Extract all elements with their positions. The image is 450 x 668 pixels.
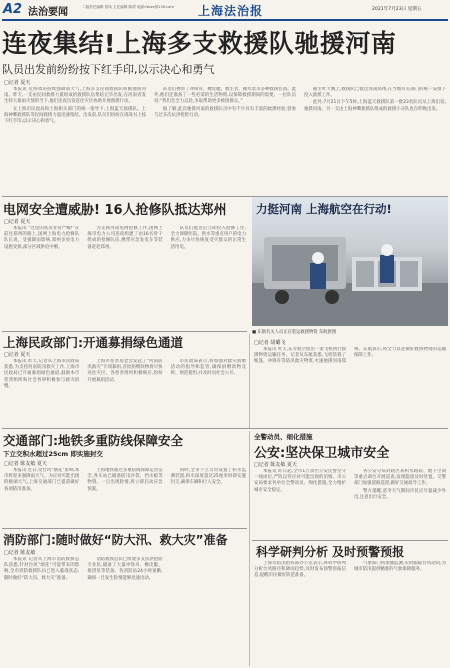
newspaper-logo: 上海法治报 <box>198 4 264 18</box>
section-divider <box>2 528 247 529</box>
civil-paragraph: 本报讯 昨天,记者从上海市民政局获悉,为支持河南防汛救灾工作,上海市民政局已开通募捐绿色通道,鼓励本市慈善组织和社会各界积极参与救灾捐赠。 <box>4 359 80 389</box>
section-divider <box>252 540 448 541</box>
security-paragraph: 各公安分局对辖区易积水路段、地下空间等重点部位开展巡查,发现隐患及时处置。交警部门加强道路巡逻,做好交通疏导工作。 <box>354 469 446 487</box>
security-body <box>254 469 446 539</box>
security-byline: □记者 陈友敏 夏天 <box>254 462 297 468</box>
civil-paragraph: 市民政局表示,将加强对救灾捐赠活动的指导和监管,确保捐赠款物及时、规范使用,并及时向社会公开。 <box>170 359 246 377</box>
lead-paragraph: 据了解,此次驰援河南的救援队员中有不少具有丰富的救援经验,曾参与过多次抗洪抢险行动。 <box>154 106 296 118</box>
civil-body <box>4 359 246 425</box>
security-paragraph: 本报讯 昨日起,全市1万余名公安民警坚守一线岗位,严阵以待应对可能出现的汛情。市公安局要求各单位全警动员、细化措施,全力维护城市安全稳定。 <box>254 469 346 493</box>
traffic-paragraph: 上海地铁通过多重防线保障运营安全,各车站已储备防汛沙袋、挡水板等物资。一旦出现险情,将立即启动应急预案。 <box>87 468 163 492</box>
power-paragraph: 本报讯 “这里的状况非常严峻!”在前往郑州的路上,国网上海电力抢修队队长说。受强降雨影响,郑州多处电力设施受损,部分区域供电中断。 <box>4 226 80 250</box>
research-paragraph: 气象部门将加强监测,实时跟踪台风动向,为城市防汛提供精准的气象保障服务。 <box>354 561 446 573</box>
lead-paragraph: 队员们携带了冲锋舟、橡皮艇、救生衣、抽水泵等多种救援装备。此外,他们还准备了一些必需的生活物资,以保障救援期间的需要。一位队员说:“我们会全力以赴,争取帮助更多被困群众。” <box>154 87 296 105</box>
research-headline: 科学研判分析 及时预警预报 <box>256 545 405 559</box>
security-paragraph: 警方提醒,恶劣天气期间市民应尽量减少外出,注意出行安全。 <box>354 488 446 500</box>
lead-headline: 连夜集结!上海多支救援队驰援河南 <box>2 29 397 58</box>
lead-paragraph: 此外,7月21日下午5时,上海蓝天救援队第一批23名队员从上海出发,驰援河南。另一支由上海神鹰救援队组成的救援小分队也在昨晚出发。 <box>304 100 446 112</box>
emergency-headline: 消防部门:随时做好“防大汛、救大灾”准备 <box>3 533 228 547</box>
power-byline: □记者 夏天 <box>4 219 31 225</box>
emergency-byline: □记者 陈友敏 <box>4 550 36 556</box>
masthead-rule <box>2 19 448 21</box>
civil-byline: □记者 夏天 <box>4 352 31 358</box>
lead-byline: □记者 夏天 <box>4 80 31 86</box>
editor-info: 二版责任编辑 管玮 主任编辑 陈珺 电邮:fzbzc@139.com <box>82 5 174 9</box>
lead-paragraph: 截至昨天晚上,救援队已抵达河南郑州,在当地有关部门的统一安排下投入救援工作。 <box>304 87 446 99</box>
issue-date: 2021年7月23日 星期五 <box>372 7 422 12</box>
traffic-body <box>4 468 246 526</box>
power-paragraph: 队员们抵达后立即投入抢修工作,全力保障医院、供水等重点用户的电力供应,力争尽快恢复受灾群众的正常生活用电。 <box>170 226 246 250</box>
civil-headline: 上海民政部门:开通募捐绿色通道 <box>3 335 183 350</box>
emergency-paragraph: 本报讯 记者从上海市消防救援总队获悉,针对台风“烟花”可能带来的影响,全市消防救援队伍已进入临战状态,随时做好“防大汛、救大灾”准备。 <box>4 557 80 581</box>
security-headline: 公安:坚决保卫城市安全 <box>254 446 390 461</box>
emergency-body <box>4 557 246 665</box>
column-divider <box>249 334 250 428</box>
lead-body <box>4 87 446 194</box>
traffic-subhead: 下立交积水超过25cm 即实施封交 <box>3 450 103 458</box>
power-paragraph: 为支援河南电网抢修工作,国网上海市电力公司连夜组建了由16名骨干组成的抢修队伍,携带应急发电车等装备赶赴郑州。 <box>87 226 163 250</box>
caption-byline: □记者 胡璐飞 <box>254 340 286 346</box>
photo-credit: ■ 东航有关人员正在装运救援物资 东航供图 <box>252 330 337 335</box>
traffic-paragraph: 同时,全市下立交均设置了积水监测装置,积水深度超过25厘米时即实施封交,确保车辆和行人安全。 <box>170 468 246 486</box>
traffic-byline: □记者 陈友敏 夏天 <box>4 461 47 467</box>
lead-subhead: 队员出发前纷纷按下红手印,以示决心和勇气 <box>2 63 215 76</box>
power-body <box>4 226 246 328</box>
traffic-paragraph: 本报讯 近日,受台风“烟花”影响,本市将迎来强降雨天气。为应对可能出现的极端天气,上海交通部门已提前做好各项防汛准备。 <box>4 468 80 492</box>
research-paragraph: 上海市防汛指挥部办公室表示,将科学研判分析台风路径和降雨趋势,及时发布预警预报信息,提醒市民做好防范准备。 <box>254 561 346 579</box>
caption-body <box>254 347 446 425</box>
page-number: A2 <box>3 2 23 17</box>
caption-paragraph: 本报讯 昨天,东方航空派出一架飞机执行救援物资运输任务。记者从东航获悉,飞机装载了帐篷、冲锋舟等防汛救灾物资,火速驰援河南郑州。东航表示,将全力以赴做好救援物资的运输保障工作。 <box>254 347 446 365</box>
research-body <box>254 561 446 665</box>
civil-paragraph: 上海市慈善基金会发起了“河南防汛救灾”专项募捐,首批捐赠款物将尽快送往灾区。各慈善组织积极响应,纷纷开展募捐活动。 <box>87 359 163 383</box>
lead-paragraph: 在上海市民政局和上海相关部门的统一指导下,上海蓝天救援队、上海神鹰救援队等民间救援力量迅速集结。出发前,队员们纷纷在请战书上按下红手印,以示决心和勇气。 <box>4 106 146 125</box>
column-divider <box>249 431 250 666</box>
traffic-headline: 交通部门:地铁多重防线保障安全 <box>3 433 183 448</box>
security-kicker: 全警动员、细化措施 <box>254 433 313 441</box>
section-title: 法治要闻 <box>28 7 68 18</box>
section-divider <box>2 331 247 332</box>
emergency-paragraph: 消防救援总队已组建多支抗洪抢险专业队,储备了大量冲锋舟、橡皮艇、排涝泵等装备。各消防站24小时备勤,确保一旦发生险情能够迅速出动。 <box>87 557 163 581</box>
section-divider <box>2 428 448 429</box>
lead-paragraph: 本报讯 近两周的持续强降雨天气,上海多支民间救援队积极驰援河南。昨天,一支由民间救援力量组成的救援队伍集结完毕出发,在河南省发生特大暴雨灾情的当下,他们连夜出发赶往灾区协助开展救援行动。 <box>4 87 146 105</box>
power-headline: 电网安全遭威胁! 16人抢修队抵达郑州 <box>3 203 227 218</box>
photo-overlay-title: 力挺河南 上海航空在行动! <box>256 202 392 216</box>
